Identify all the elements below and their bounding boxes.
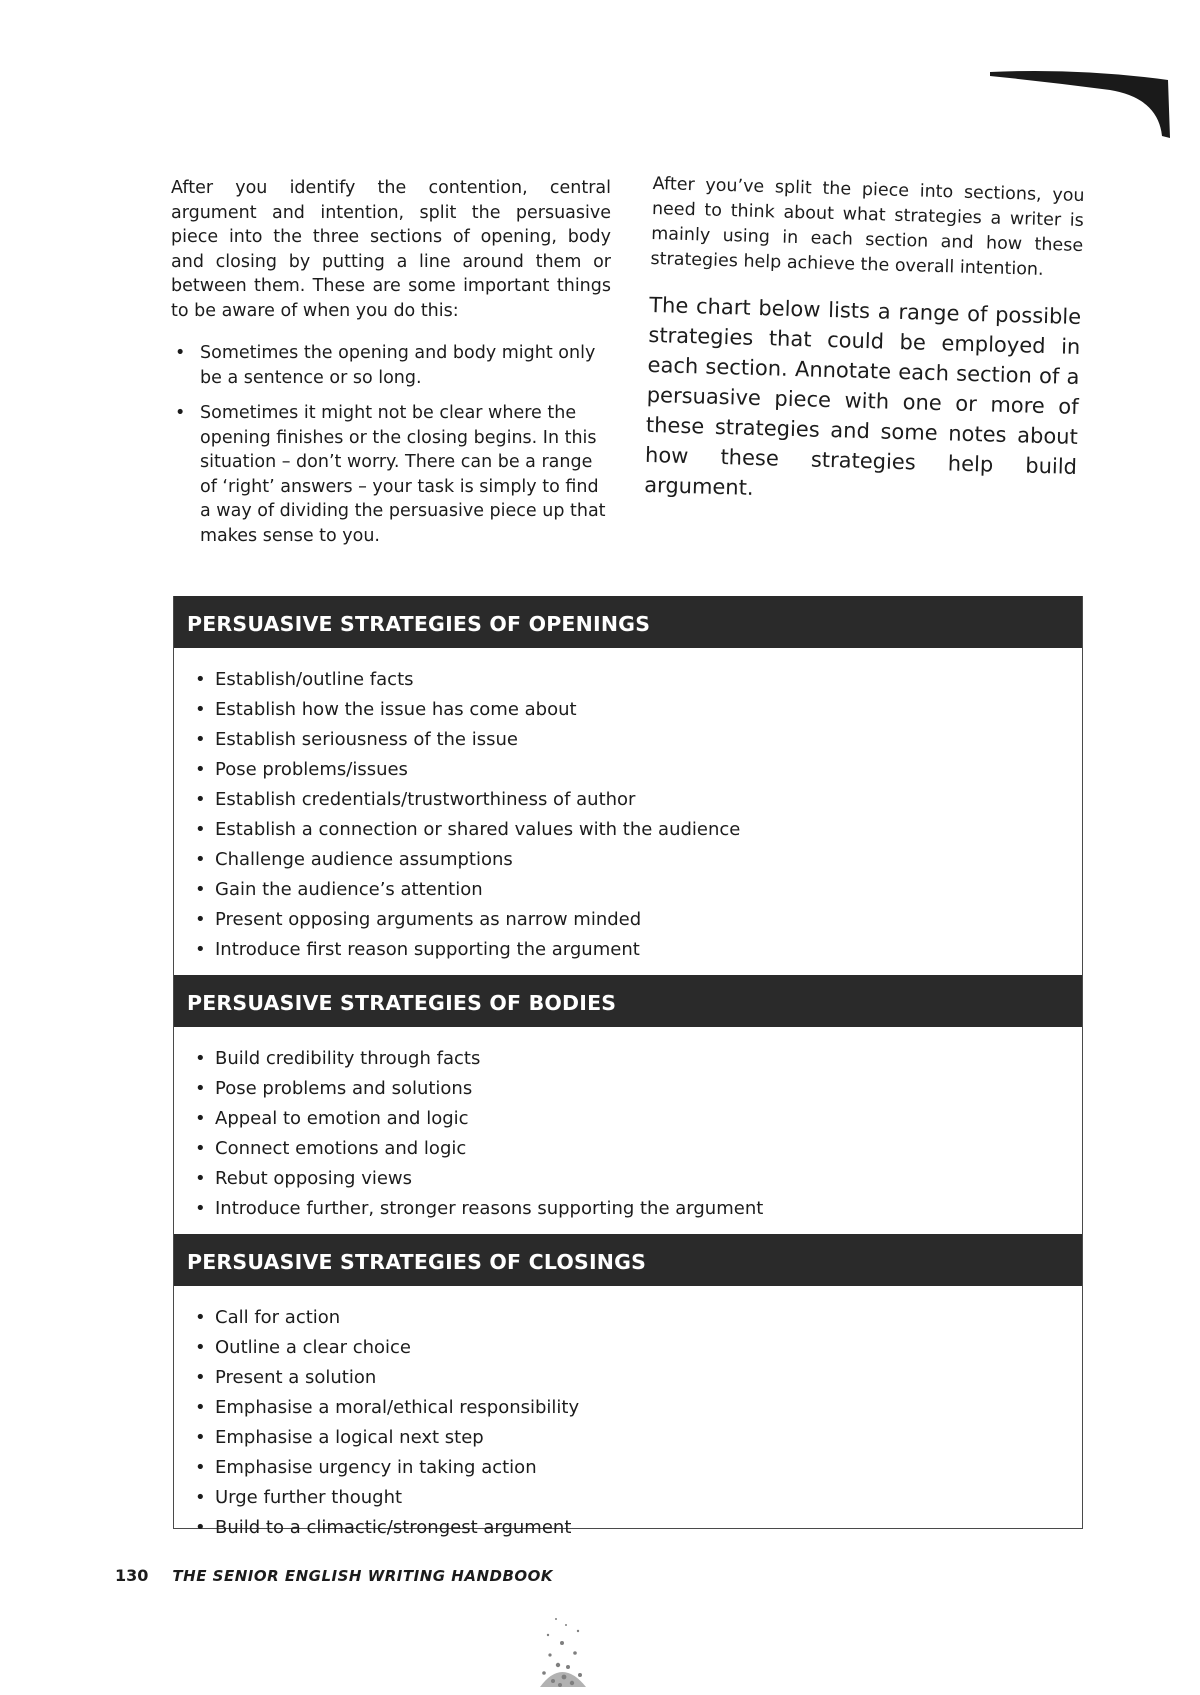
list-item: • Gain the audience’s attention [174,875,1082,905]
list-item: • Build to a climactic/strongest argument [174,1513,1082,1543]
strategies-chart [173,596,1083,1538]
list-item: • Emphasise urgency in taking action [174,1453,1082,1483]
list-item: • Emphasise a logical next step [174,1423,1082,1453]
list-item: • Challenge audience assumptions [174,845,1082,875]
list-item: • Rebut opposing views [174,1164,1082,1194]
list-item: • Build credibility through facts [174,1044,1082,1074]
left-column [171,176,611,559]
page-corner-mark [990,68,1170,138]
left-bullet-list [171,341,611,548]
list-item: • Establish credentials/trustworthiness of author [174,785,1082,815]
list-item: • Introduce first reason supporting the argument [174,935,1082,965]
openings-header: PERSUASIVE STRATEGIES OF OPENINGS [174,596,1082,648]
list-item: • Connect emotions and logic [174,1134,1082,1164]
list-item: • Sometimes it might not be clear where the opening finishes or the closing begins. In this situation – don’t worry. There can be a range of ‘right’ answers – your task is simply to find a way of dividing the persuasive piece up that makes sense to you. [171,401,611,548]
list-item: • Establish seriousness of the issue [174,725,1082,755]
list-item: • Present a solution [174,1363,1082,1393]
list-item: • Urge further thought [174,1483,1082,1513]
list-item: • Sometimes the opening and body might only be a sentence or so long. [171,341,611,390]
right-paragraph-2: The chart below lists a range of possible strategies that could be employed in each section. Annotate each section of a persuasive piece with one or more of these strategies and some notes about how these strategies help build argument. [643,292,1082,500]
list-item: • Emphasise a moral/ethical responsibility [174,1393,1082,1423]
bodies-list [174,1027,1082,1234]
bodies-header: PERSUASIVE STRATEGIES OF BODIES [174,975,1082,1027]
page-number: 130 [115,1566,149,1585]
list-item: • Establish a connection or shared values with the audience [174,815,1082,845]
list-item: • Call for action [174,1303,1082,1333]
openings-list [174,648,1082,975]
page-footer [115,1566,553,1585]
right-column [644,172,1085,512]
stamp-emblem-icon [520,1595,605,1690]
list-item: • Introduce further, stronger reasons supporting the argument [174,1194,1082,1224]
list-item: • Pose problems and solutions [174,1074,1082,1104]
closings-header: PERSUASIVE STRATEGIES OF CLOSINGS [174,1234,1082,1286]
list-item: • Establish/outline facts [174,665,1082,695]
right-paragraph-1: After you’ve split the piece into sections, you need to think about what strategies a writer is mainly using in each section and how these strategies help achieve the overall intention. [650,173,1085,280]
closings-list [174,1286,1082,1553]
list-item: • Establish how the issue has come about [174,695,1082,725]
list-item: • Pose problems/issues [174,755,1082,785]
list-item: • Present opposing arguments as narrow minded [174,905,1082,935]
left-intro-paragraph: After you identify the contention, central argument and intention, split the persuasive piece into the three sections of opening, body and closing by putting a line around them or between them. These are some important things to be aware of when you do this: [171,178,611,321]
list-item: • Outline a clear choice [174,1333,1082,1363]
book-title: THE SENIOR ENGLISH WRITING HANDBOOK [172,1567,554,1585]
list-item: • Appeal to emotion and logic [174,1104,1082,1134]
